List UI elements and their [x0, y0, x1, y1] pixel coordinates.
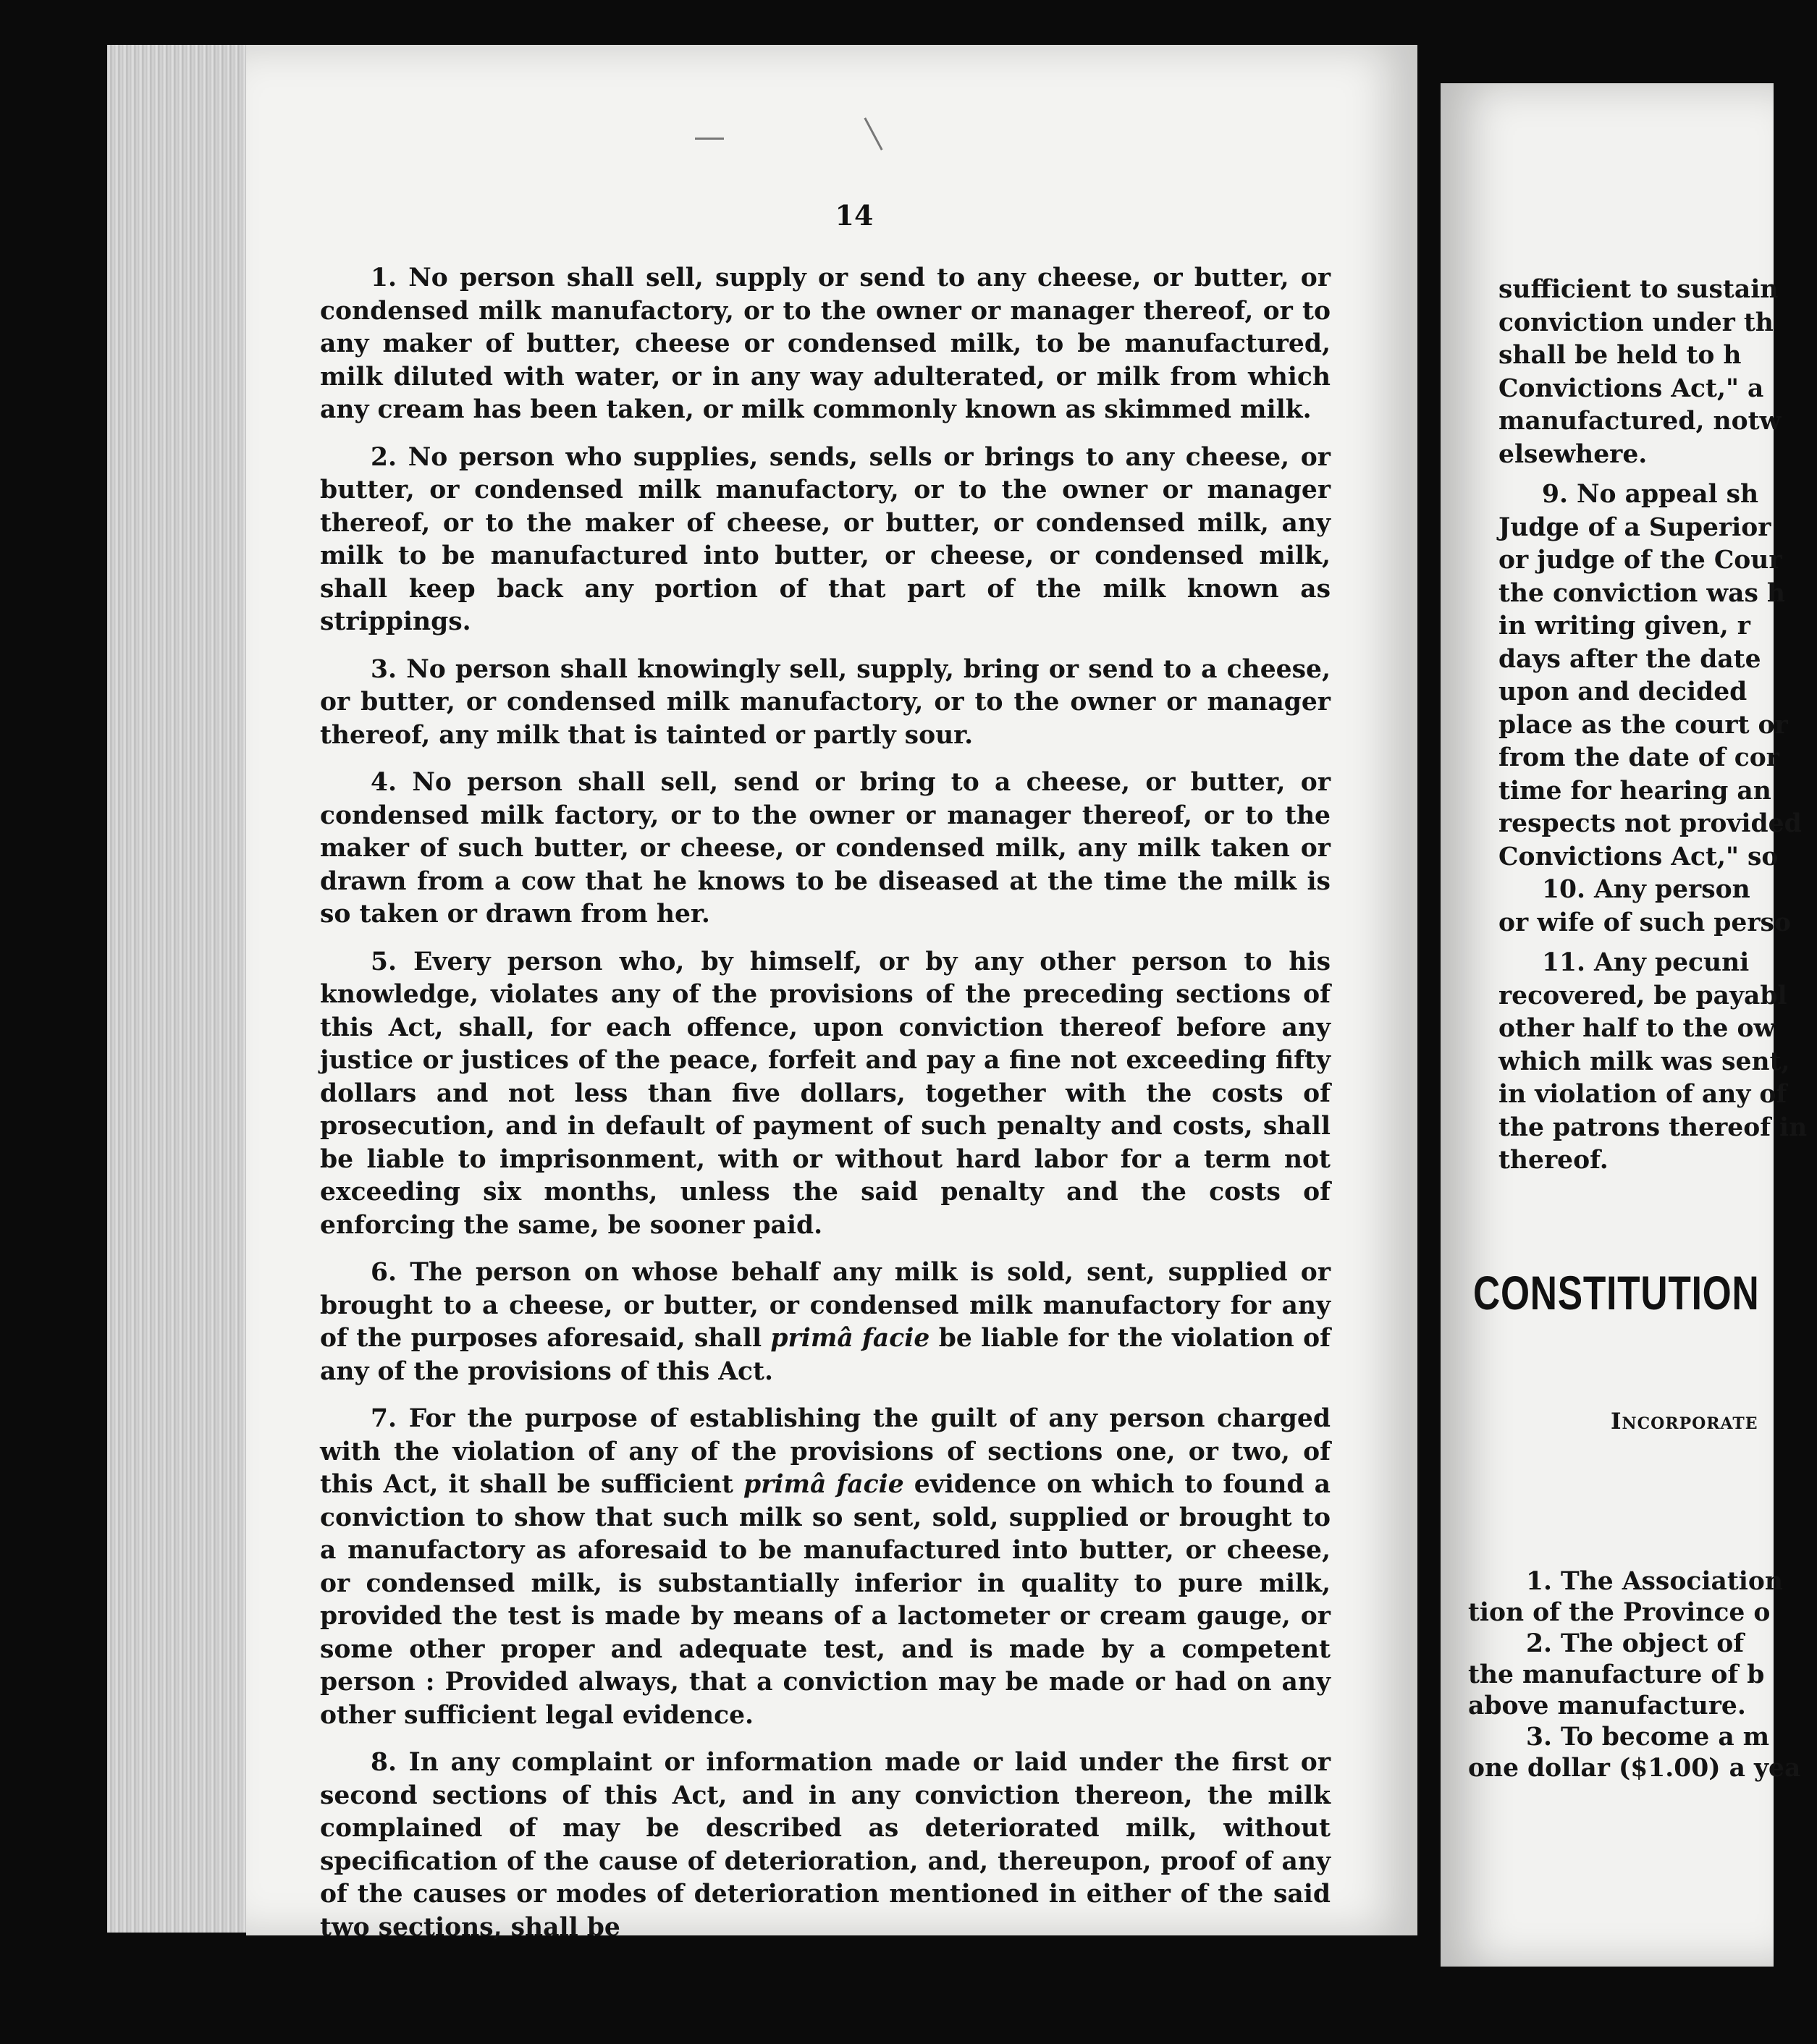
- section-text: In any complaint or information made or laid under the first or second sections of this Act, and in any conviction thereon, the milk complained of may be described as deteriorated milk, without specification of the cause of deterioration, and, thereupon, proof of any of the causes or modes of deterioration mentioned in either of the said two sections, shall be: [320, 1748, 1331, 1942]
- text-line: thereof.: [1498, 1146, 1609, 1175]
- article-line: above manufacture.: [1468, 1692, 1746, 1720]
- text-line: in writing given, r: [1498, 612, 1750, 641]
- text-line: Convictions Act," so: [1498, 842, 1779, 871]
- article-line: the manufacture of b: [1468, 1660, 1765, 1689]
- constitution-articles: [1468, 1566, 1801, 1784]
- section-text: No person shall knowingly sell, supply, bring or send to a cheese, or butter, or condensed milk manufactory, or to the owner or manager thereof, any milk that is tainted or partly sour.: [320, 654, 1331, 750]
- text-line: conviction under th: [1498, 308, 1774, 337]
- text-line: place as the court or: [1498, 710, 1788, 740]
- text-line: Judge of a Superior: [1498, 512, 1771, 542]
- section-text: evidence on which to found a conviction to show that such milk so sent, sold, supplied or brought to a manufactory as aforesaid to be manufactured into butter, or cheese, or condensed milk, is substantially inferior in quality to pure milk, provided the test is made by means of a lactometer or cream gauge, or some other proper and adequate test, and is made by a competent person : Provided always, that a conviction may be made or had on any other sufficient legal evidence.: [320, 1470, 1331, 1730]
- right-page-text: [1498, 274, 1817, 1178]
- scan-mark: [695, 138, 724, 140]
- article-line: 2. The object of: [1526, 1629, 1745, 1658]
- page-number: 14: [835, 199, 874, 232]
- text-line: or judge of the Cour: [1498, 546, 1782, 575]
- article-line: tion of the Province o: [1468, 1598, 1771, 1627]
- text-line: the patrons thereof in: [1498, 1112, 1808, 1142]
- text-line: shall be held to h: [1498, 341, 1742, 370]
- section-number: 2: [371, 442, 389, 472]
- section-1: 1. No person shall sell, supply or send to any cheese, or butter, or condensed milk manufactory, or to the owner or manager thereof, or to any maker of butter, cheese or condensed milk, to be manufactured, milk diluted with water, or in any way adulterated, or milk from which any cream has been taken, or milk commonly known as skimmed milk.: [320, 263, 1331, 424]
- section-number: 7: [371, 1404, 389, 1433]
- text-line: time for hearing an: [1498, 776, 1771, 806]
- text-line: sufficient to sustain: [1498, 275, 1779, 304]
- text-line: Convictions Act," a: [1498, 373, 1764, 403]
- text-line: manufactured, notw: [1498, 407, 1782, 436]
- section-8: 8. In any complaint or information made or laid under the first or second sections of this Act, and in any conviction thereon, the milk complained of may be described as deteriorated milk, without specification of the cause of deterioration, and, thereupon, proof of any of the causes or modes of deterioration mentioned in either of the said two sections, shall be: [320, 1748, 1331, 1942]
- text-line: upon and decided: [1498, 677, 1748, 706]
- text-line: respects not provided: [1498, 809, 1802, 838]
- section-number: 1: [371, 263, 389, 292]
- section-2: 2. No person who supplies, sends, sells or brings to any cheese, or butter, or condensed milk manufactory, or to the owner or manager thereof, or to the maker of cheese, or butter, or condensed milk, any milk to be manufactured into butter, or cheese, or condensed milk, shall keep back any portion of that part of the milk known as strippings.: [320, 442, 1331, 636]
- section-text: be liable for the violation of any of the provisions of this Act.: [320, 1324, 1331, 1386]
- section-text: No person shall sell, send or bring to a cheese, or butter, or condensed milk factory, or to the owner or manager thereof, or to the maker of such butter, or cheese, or condensed milk, any milk taken or drawn from a cow that he knows to be diseased at the time the milk is so taken or drawn from her.: [320, 768, 1331, 929]
- text-line: the conviction was h: [1498, 578, 1785, 608]
- constitution-heading: CONSTITUTION: [1473, 1266, 1760, 1319]
- text-line: elsewhere.: [1498, 439, 1648, 469]
- text-line: recovered, be payabl: [1498, 981, 1787, 1010]
- text-line: 10. Any person: [1542, 875, 1750, 904]
- section-6: 6. The person on whose behalf any milk is sold, sent, supplied or brought to a cheese, or butter, or condensed milk manufactory for any of the purposes aforesaid, shall primâ facie be liable for the violation of any of the provisions of this Act.: [320, 1258, 1331, 1386]
- section-number: 6: [371, 1258, 389, 1287]
- text-line: 9. No appeal sh: [1542, 480, 1759, 509]
- page-block-edge: [107, 45, 252, 1933]
- section-text: No person who supplies, sends, sells or brings to any cheese, or butter, or condensed milk manufactory, or to the owner or manager thereof, or to the maker of cheese, or butter, or condensed milk, any milk to be manufactured into butter, or cheese, or condensed milk, shall keep back any portion of that part of the milk known as strippings.: [320, 442, 1331, 636]
- section-5: 5. Every person who, by himself, or by any other person to his knowledge, violates any of the provisions of the preceding sections of this Act, shall, for each offence, upon conviction thereof before any justice or justices of the peace, forfeit and pay a fine not exceeding fifty dollars and not less than five dollars, together with the costs of prosecution, and in default of payment of such penalty and costs, shall be liable to imprisonment, with or without hard labor for a term not exceeding six months, unless the said penalty and the costs of enforcing the same, be sooner paid.: [320, 947, 1331, 1240]
- section-number: 8: [371, 1748, 389, 1777]
- text-line: or wife of such perso: [1498, 908, 1791, 937]
- article-line: 1. The Association: [1526, 1567, 1783, 1596]
- text-line: in violation of any of: [1498, 1080, 1787, 1109]
- text-line: days after the date: [1498, 644, 1761, 674]
- section-7: 7. For the purpose of establishing the guilt of any person charged with the violation of any of the provisions of sections one, or two, of this Act, it shall be sufficient primâ facie evidence on which to found a conviction to show that such milk so sent, sold, supplied or brought to a manufactory as aforesaid to be manufactured into butter, or cheese, or condensed milk, is substantially inferior in quality to pure milk, provided the test is made by means of a lactometer or cream gauge, or some other proper and adequate test, and is made by a competent person : Provided always, that a conviction may be made or had on any other sufficient legal evidence.: [320, 1404, 1331, 1730]
- section-4: 4. No person shall sell, send or bring to a cheese, or butter, or condensed milk factory, or to the owner or manager thereof, or to the maker of such butter, or cheese, or condensed milk, any milk taken or drawn from a cow that he knows to be diseased at the time the milk is so taken or drawn from her.: [320, 768, 1331, 929]
- section-number: 3: [371, 654, 389, 684]
- section-text: Every person who, by himself, or by any other person to his knowledge, violates any of the provisions of the preceding sections of this Act, shall, for each offence, upon conviction thereof before any justice or justices of the peace, forfeit and pay a fine not exceeding fifty dollars and not less than five dollars, together with the costs of prosecution, and in default of payment of such penalty and costs, shall be liable to imprisonment, with or without hard labor for a term not exceeding six months, unless the said penalty and the costs of enforcing the same, be sooner paid.: [320, 947, 1331, 1240]
- section-text: No person shall sell, supply or send to any cheese, or butter, or condensed milk manufactory, or to the owner or manager thereof, or to any maker of butter, cheese or condensed milk, to be manufactured, milk diluted with water, or in any way adulterated, or milk from which any cream has been taken, or milk commonly known as skimmed milk.: [320, 263, 1331, 424]
- section-text: For the purpose of establishing the guilt of any person charged with the violation of any of the provisions of sections one, or two, of this Act, it shall be sufficient: [320, 1404, 1331, 1499]
- italic-phrase: primâ facie: [743, 1470, 904, 1499]
- left-page-text: [320, 262, 1331, 1959]
- article-line: one dollar ($1.00) a yea: [1468, 1754, 1801, 1783]
- section-number: 5: [371, 947, 389, 976]
- incorporated-subheading: Incorporate: [1611, 1409, 1758, 1435]
- section-number: 4: [371, 768, 389, 797]
- section-3: 3. No person shall knowingly sell, supply, bring or send to a cheese, or butter, or condensed milk manufactory, or to the owner or manager thereof, any milk that is tainted or partly sour.: [320, 654, 1331, 750]
- section-text: The person on whose behalf any milk is sold, sent, supplied or brought to a cheese, or butter, or condensed milk manufactory for any of the purposes aforesaid, shall: [320, 1258, 1331, 1353]
- text-line: 11. Any pecuni: [1542, 948, 1750, 977]
- article-line: 3. To become a m: [1526, 1723, 1770, 1752]
- italic-phrase: primâ facie: [770, 1324, 930, 1353]
- text-line: from the date of cor: [1498, 743, 1779, 772]
- text-line: which milk was sent,: [1498, 1047, 1790, 1076]
- text-line: other half to the ow: [1498, 1014, 1776, 1043]
